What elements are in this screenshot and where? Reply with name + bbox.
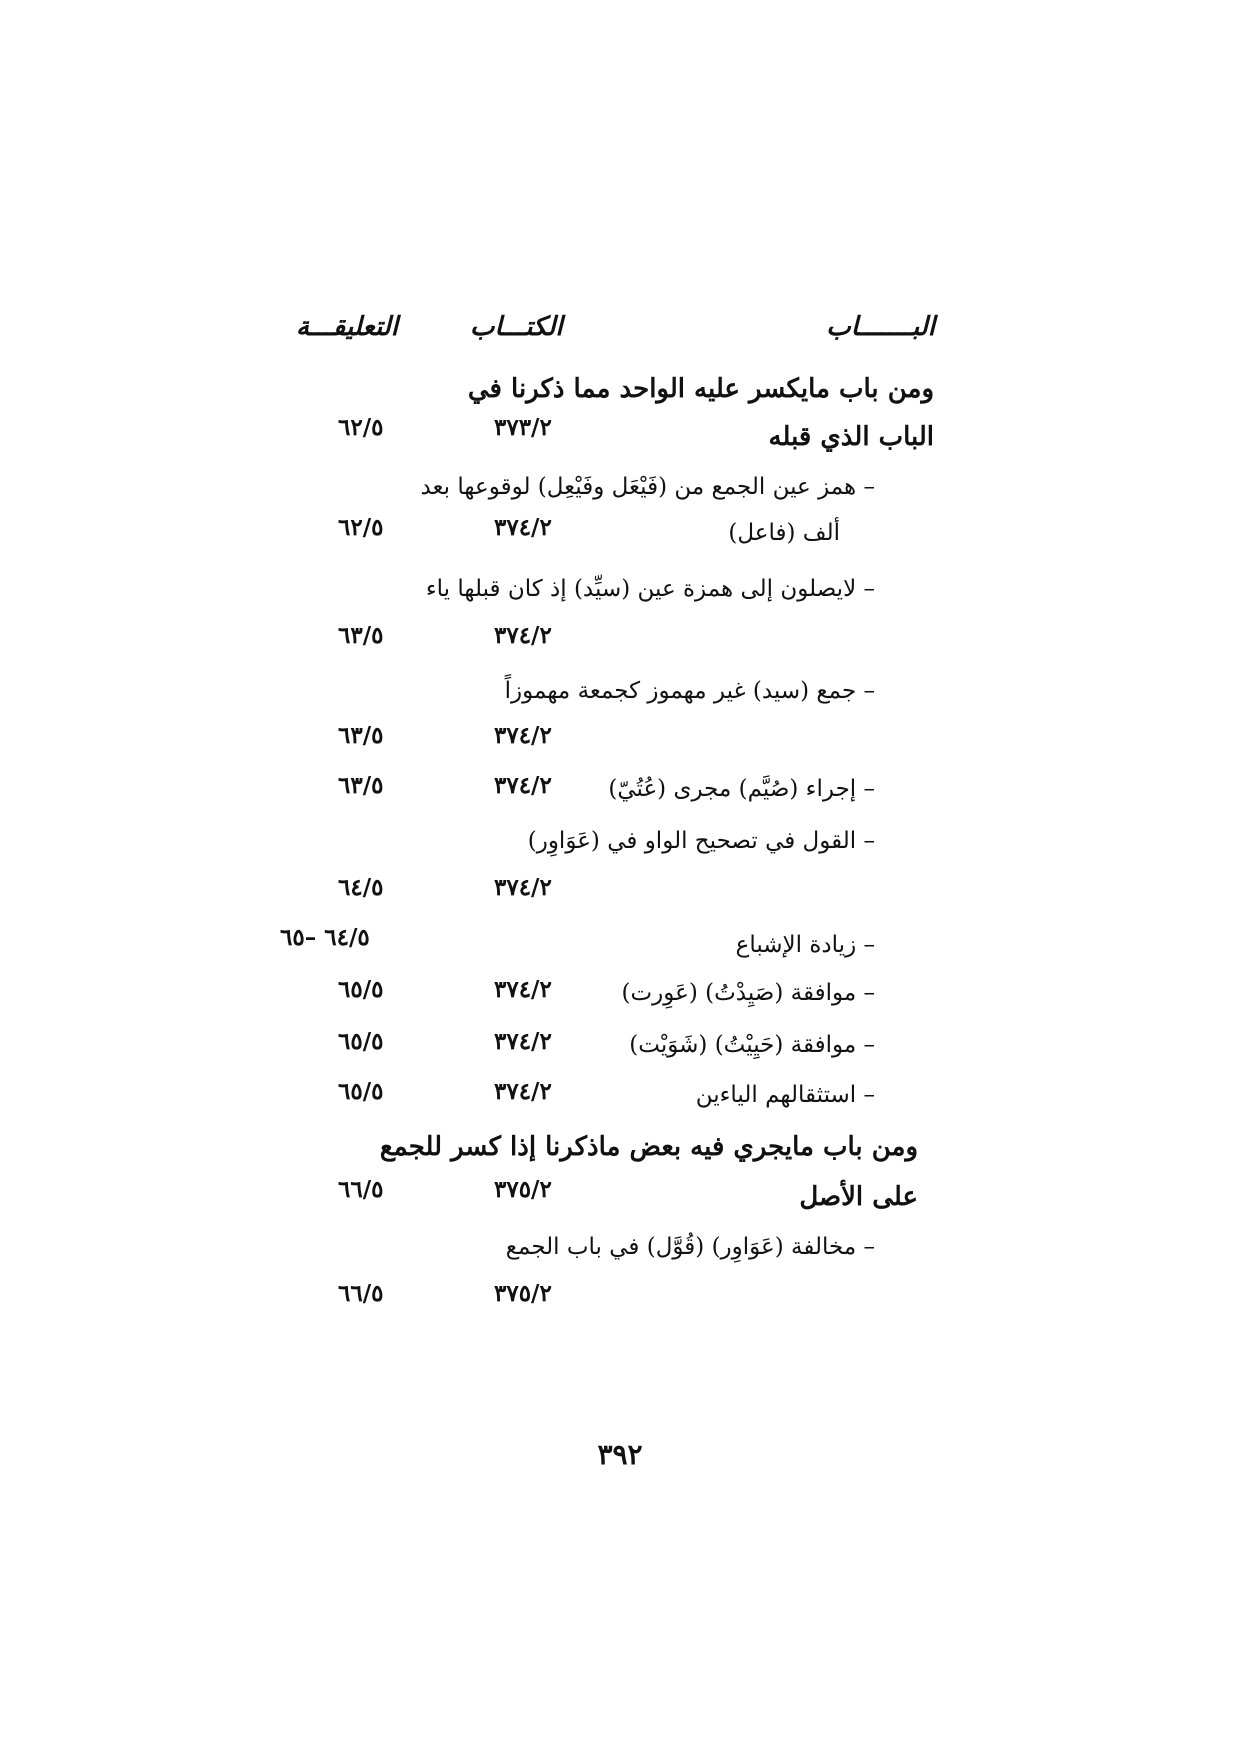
taliqa-ref: ٦٢/٥ <box>338 514 384 541</box>
entry-text: – موافقة (صَيِدْتُ) (عَوِرت) <box>621 980 875 1006</box>
kitab-ref: ٣٧٤/٢ <box>494 1028 552 1055</box>
kitab-ref: ٣٧٤/٢ <box>494 722 552 749</box>
taliqa-ref: ٦٣/٥ <box>338 722 384 749</box>
entry-text: ألف (فاعل) <box>728 520 840 546</box>
taliqa-ref: ٦٥/٥ <box>338 976 384 1003</box>
entry-text: – زيادة الإشباع <box>735 932 875 958</box>
entry-text: ومن باب مايجري فيه بعض ماذكرنا إذا كسر للجمع <box>379 1132 918 1162</box>
taliqa-ref: ٦٦/٥ <box>338 1176 384 1203</box>
entry-text: – لايصلون إلى همزة عين (سيِّد) إذ كان قبلها ياء <box>425 576 875 602</box>
column-header-taliqa: التعليقـــة <box>296 312 398 342</box>
entry-text: على الأصل <box>799 1182 918 1212</box>
kitab-ref: ٣٧٣/٢ <box>494 414 552 441</box>
kitab-ref: ٣٧٤/٢ <box>494 514 552 541</box>
taliqa-ref: ٦٦/٥ <box>338 1280 384 1307</box>
taliqa-ref: ٦٣/٥ <box>338 622 384 649</box>
kitab-ref: ٣٧٤/٢ <box>494 1078 552 1105</box>
taliqa-ref: ٦٣/٥ <box>338 772 384 799</box>
taliqa-ref: ٦٥/٥ <box>338 1028 384 1055</box>
taliqa-ref: ٦٤/٥ –٦٥ <box>280 924 370 951</box>
column-header-bab: البـــــــاب <box>826 312 935 342</box>
kitab-ref: ٣٧٥/٢ <box>494 1176 552 1203</box>
entry-text: – إجراء (صُيَّم) مجرى (عُتُيّ) <box>608 776 875 802</box>
entry-text: – مخالفة (عَوَاوِر) (قُوَّل) في باب الجمع <box>505 1234 875 1260</box>
column-header-kitab: الكتـــاب <box>470 312 563 342</box>
kitab-ref: ٣٧٥/٢ <box>494 1280 552 1307</box>
kitab-ref: ٣٧٤/٢ <box>494 622 552 649</box>
kitab-ref: ٣٧٤/٢ <box>494 874 552 901</box>
entry-text: الباب الذي قبله <box>768 422 934 452</box>
entry-text: – جمع (سيد) غير مهموز كجمعة مهموزاً <box>504 678 875 704</box>
entry-text: – استثقالهم الياءين <box>695 1082 875 1108</box>
kitab-ref: ٣٧٤/٢ <box>494 772 552 799</box>
kitab-ref: ٣٧٤/٢ <box>494 976 552 1003</box>
entry-text: ومن باب مايكسر عليه الواحد مما ذكرنا في <box>467 374 934 404</box>
entry-text: – همز عين الجمع من (فَيْعَل وفَيْعِل) لوقوعها بعد <box>420 474 875 500</box>
taliqa-ref: ٦٥/٥ <box>338 1078 384 1105</box>
entry-text: – موافقة (حَيِيْتُ) (شَوَيْت) <box>629 1032 875 1058</box>
taliqa-ref: ٦٤/٥ <box>338 874 384 901</box>
entry-text: – القول في تصحيح الواو في (عَوَاوِر) <box>527 828 875 854</box>
taliqa-ref: ٦٢/٥ <box>338 414 384 441</box>
page-number: ٣٩٢ <box>597 1438 643 1471</box>
